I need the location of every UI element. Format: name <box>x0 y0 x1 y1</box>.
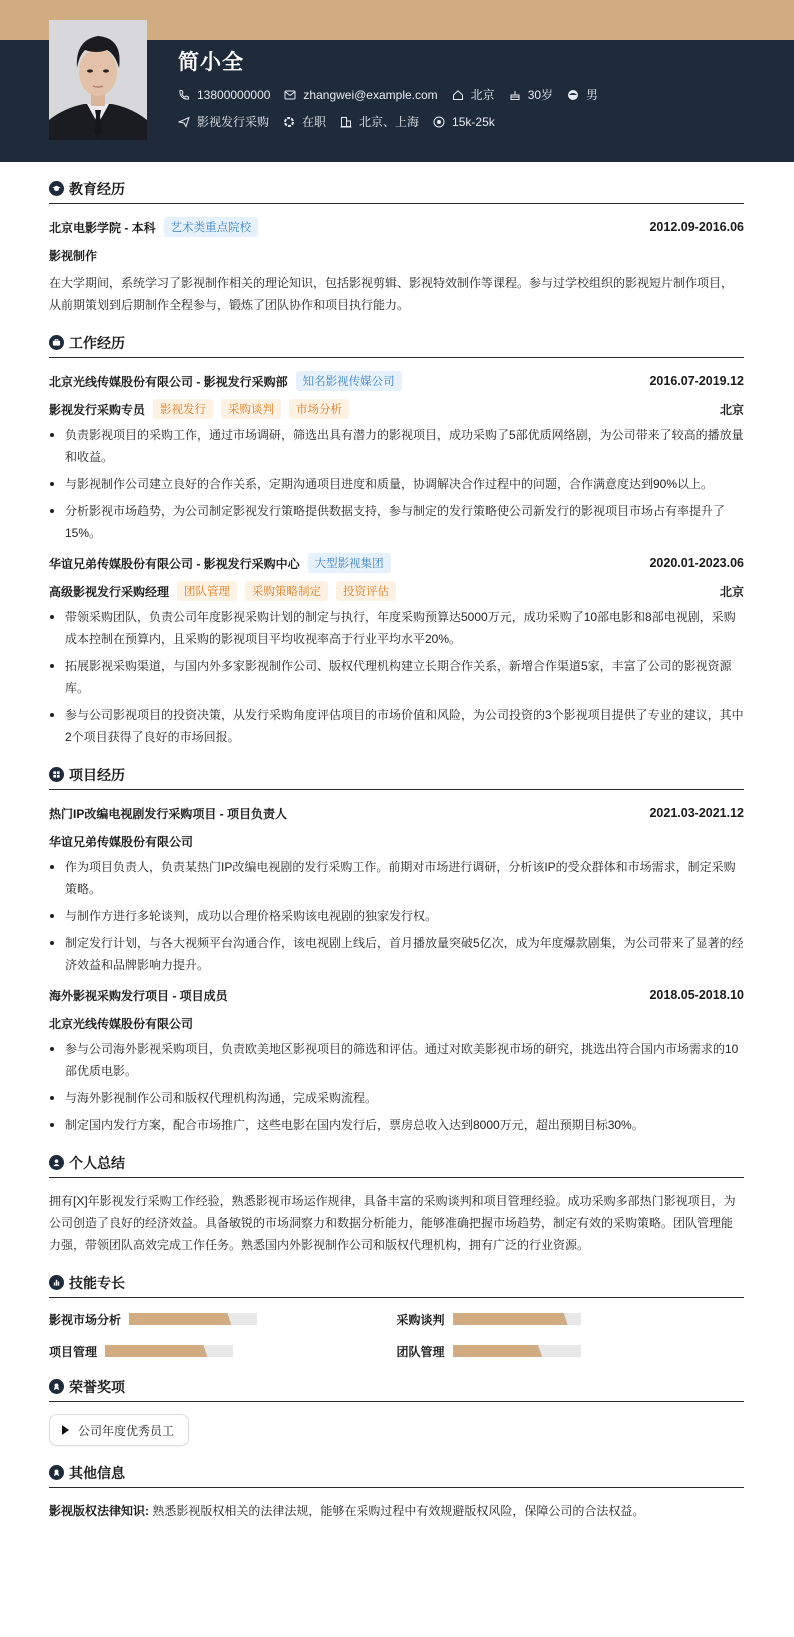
contact-row <box>178 86 612 103</box>
work-city-text: 北京、上海 <box>359 115 420 129</box>
projects-section <box>49 766 744 1136</box>
gender-info <box>567 86 598 103</box>
skill-fill <box>453 1313 568 1325</box>
work-bullets <box>49 424 744 544</box>
work-entry <box>49 370 744 544</box>
section-title: 技能专长 <box>69 1274 125 1291</box>
skill-tag: 投资评估 <box>336 581 396 601</box>
resume-body <box>0 180 794 1542</box>
company-tag: 知名影视传媒公司 <box>296 371 402 391</box>
briefcase-icon <box>49 335 64 350</box>
project-grid-icon <box>49 767 64 782</box>
phone-text: 13800000000 <box>197 87 271 102</box>
award-label: 公司年度优秀员工 <box>78 1423 175 1438</box>
job-role: 影视发行采购专员 <box>49 402 146 417</box>
skill-bar <box>453 1313 581 1325</box>
status-icon <box>283 116 295 128</box>
home-icon <box>452 89 464 101</box>
skills-section <box>49 1274 744 1360</box>
position-text: 影视发行采购 <box>197 115 270 129</box>
school-name: 北京电影学院 - 本科 <box>49 220 156 235</box>
skill-tag: 采购策略制定 <box>245 581 328 601</box>
salary-info <box>433 115 495 129</box>
work-company-row <box>49 552 744 574</box>
list-item: 与制作方进行多轮谈判，成功以合理价格采购该电视剧的独家发行权。 <box>49 905 744 927</box>
list-item: 带领采购团队，负责公司年度影视采购计划的制定与执行，年度采购预算达5000万元，成功采购了10部电影和8部电视剧，采购成本控制在预算内，且采购的影视项目平均收视率高于行业平均水平20%。 <box>49 606 744 650</box>
skill-bar <box>453 1345 581 1357</box>
list-item: 负责影视项目的采购工作，通过市场调研，筛选出具有潜力的影视项目，成功采购了5部优质网络剧，为公司带来了较高的播放量和收益。 <box>49 424 744 468</box>
gender-text: 男 <box>586 88 599 102</box>
age-icon <box>509 89 521 101</box>
skill-fill <box>129 1313 231 1325</box>
section-title: 教育经历 <box>69 180 125 197</box>
project-name: 热门IP改编电视剧发行采购项目 - 项目负责人 <box>49 806 288 821</box>
triangle-bullet-icon <box>62 1425 69 1435</box>
phone-icon <box>178 89 190 101</box>
bar-chart-icon <box>49 1275 64 1290</box>
project-company-row <box>49 1012 744 1034</box>
status-info <box>283 113 326 130</box>
work-company-row <box>49 370 744 392</box>
section-header <box>49 334 744 358</box>
position-info <box>178 113 269 130</box>
award-item <box>49 1414 189 1446</box>
work-location: 北京 <box>719 584 744 599</box>
section-title: 荣誉奖项 <box>69 1378 125 1395</box>
work-city-info <box>340 113 419 130</box>
section-header <box>49 766 744 790</box>
major: 影视制作 <box>49 248 98 263</box>
summary-section <box>49 1154 744 1256</box>
profile-header <box>0 40 794 162</box>
skill-item <box>49 1310 397 1328</box>
skill-label: 采购谈判 <box>396 1312 445 1327</box>
project-entry <box>49 802 744 976</box>
skill-label: 团队管理 <box>396 1344 445 1359</box>
section-title: 个人总结 <box>69 1154 125 1171</box>
work-role-row <box>49 580 744 602</box>
section-header <box>49 1154 744 1178</box>
project-date: 2018.05-2018.10 <box>649 988 744 1002</box>
education-description: 在大学期间，系统学习了影视制作相关的理论知识，包括影视剪辑、影视特效制作等课程。参与过学校组织的影视短片制作项目，从前期策划到后期制作全程参与，锻炼了团队协作和项目执行能力。 <box>49 276 734 312</box>
project-bullets <box>49 856 744 976</box>
list-item: 拓展影视采购渠道，与国内外多家影视制作公司、版权代理机构建立长期合作关系，新增合作渠道5家，丰富了公司的影视资源库。 <box>49 655 744 699</box>
major-row <box>49 244 744 266</box>
section-header <box>49 180 744 204</box>
email-info <box>284 88 437 102</box>
graduation-cap-icon <box>49 181 64 196</box>
skill-tag: 采购谈判 <box>221 399 281 419</box>
work-entry <box>49 552 744 748</box>
award-icon <box>49 1379 64 1394</box>
section-title: 项目经历 <box>69 766 125 783</box>
project-date: 2021.03-2021.12 <box>649 806 744 820</box>
list-item: 作为项目负责人，负责某热门IP改编电视剧的发行采购工作。前期对市场进行调研，分析该IP的受众群体和市场需求，制定采购策略。 <box>49 856 744 900</box>
skill-item <box>49 1342 397 1360</box>
phone-info <box>178 88 270 102</box>
project-name-row <box>49 984 744 1006</box>
section-header <box>49 1274 744 1298</box>
section-header <box>49 1378 744 1402</box>
city-info <box>452 86 495 103</box>
skill-tag: 团队管理 <box>177 581 237 601</box>
job-intent-row <box>178 113 509 130</box>
summary-text: 拥有[X]年影视发行采购工作经验，熟悉影视市场运作规律，具备丰富的采购谈判和项目管理经验。成功采购多部热门影视项目，为公司创造了良好的经济效益。具备敏锐的市场洞察力和数据分析能力，能够准确把握市场趋势，制定有效的采购策略。团队管理能力强，带领团队高效完成工作任务。熟悉国内外影视制作公司和版权代理机构，拥有广泛的行业资源。 <box>49 1194 736 1252</box>
project-name-row <box>49 802 744 824</box>
email-text: zhangwei@example.com <box>303 87 438 102</box>
salary-icon <box>433 116 445 128</box>
skill-tag: 影视发行 <box>153 399 213 419</box>
bottom-spacer <box>49 1522 744 1542</box>
section-title: 工作经历 <box>69 334 125 351</box>
education-date: 2012.09-2016.06 <box>649 220 744 234</box>
skill-tag: 市场分析 <box>289 399 349 419</box>
list-item: 与影视制作公司建立良好的合作关系，定期沟通项目进度和质量，协调解决合作过程中的问题，合作满意度达到90%以上。 <box>49 473 744 495</box>
age-text: 30岁 <box>527 88 554 102</box>
avatar <box>49 20 147 140</box>
work-date: 2020.01-2023.06 <box>649 556 744 570</box>
skill-fill <box>105 1345 207 1357</box>
section-header <box>49 1464 744 1488</box>
company-name: 华谊兄弟传媒股份有限公司 - 影视发行采购中心 <box>49 556 300 571</box>
company-name: 北京光线传媒股份有限公司 - 影视发行采购部 <box>49 374 288 389</box>
project-company: 北京光线传媒股份有限公司 <box>49 1016 194 1031</box>
send-icon <box>178 116 190 128</box>
skill-label: 项目管理 <box>49 1344 98 1359</box>
skill-label: 影视市场分析 <box>49 1312 122 1327</box>
skill-item <box>397 1342 745 1360</box>
other-info-text: 熟悉影视版权相关的法律法规，能够在采购过程中有效规避版权风险，保障公司的合法权益。 <box>152 1504 645 1518</box>
salary-text: 15k-25k <box>452 114 495 129</box>
education-section <box>49 180 744 316</box>
other-info <box>49 1500 744 1522</box>
project-company: 华谊兄弟传媒股份有限公司 <box>49 834 194 849</box>
awards-section <box>49 1378 744 1446</box>
work-section <box>49 334 744 748</box>
user-icon <box>49 1155 64 1170</box>
skill-item <box>397 1310 745 1328</box>
project-company-row <box>49 830 744 852</box>
project-entry <box>49 984 744 1136</box>
list-item: 与海外影视制作公司和版权代理机构沟通，完成采购流程。 <box>49 1087 744 1109</box>
company-tag: 大型影视集团 <box>308 553 391 573</box>
list-item: 制定发行计划，与各大视频平台沟通合作，该电视剧上线后，首月播放量突破5亿次，成为年度爆款剧集，为公司带来了显著的经济效益和品牌影响力提升。 <box>49 932 744 976</box>
work-location: 北京 <box>719 402 744 417</box>
list-item: 分析影视市场趋势，为公司制定影视发行策略提供数据支持，参与制定的发行策略使公司新发行的影视项目市场占有率提升了15%。 <box>49 500 744 544</box>
list-item: 参与公司影视项目的投资决策，从发行采购角度评估项目的市场价值和风险，为公司投资的3个影视项目提供了专业的建议，其中2个项目获得了良好的市场回报。 <box>49 704 744 748</box>
skill-bar <box>105 1345 233 1357</box>
skills-grid <box>49 1310 744 1360</box>
other-info-label: 影视版权法律知识: <box>49 1504 149 1518</box>
other-section <box>49 1464 744 1522</box>
work-role-row <box>49 398 744 420</box>
list-item: 参与公司海外影视采购项目，负责欧美地区影视项目的筛选和评估。通过对欧美影视市场的研究，挑选出符合国内市场需求的10部优质电影。 <box>49 1038 744 1082</box>
work-date: 2016.07-2019.12 <box>649 374 744 388</box>
status-text: 在职 <box>302 115 327 129</box>
skill-bar <box>129 1313 257 1325</box>
info-badge-icon <box>49 1465 64 1480</box>
school-tag: 艺术类重点院校 <box>164 217 259 237</box>
job-role: 高级影视发行采购经理 <box>49 584 170 599</box>
work-bullets <box>49 606 744 748</box>
age-info <box>509 86 553 103</box>
list-item: 制定国内发行方案，配合市场推广，这些电影在国内发行后，票房总收入达到8000万元，超出预期目标30%。 <box>49 1114 744 1136</box>
building-icon <box>340 116 352 128</box>
project-name: 海外影视采购发行项目 - 项目成员 <box>49 988 228 1003</box>
candidate-name: 简小全 <box>178 51 244 74</box>
mail-icon <box>284 89 296 101</box>
gender-icon <box>567 89 579 101</box>
city-text: 北京 <box>470 88 495 102</box>
education-row <box>49 216 744 238</box>
section-title: 其他信息 <box>69 1464 125 1481</box>
skill-fill <box>453 1345 543 1357</box>
project-bullets <box>49 1038 744 1136</box>
